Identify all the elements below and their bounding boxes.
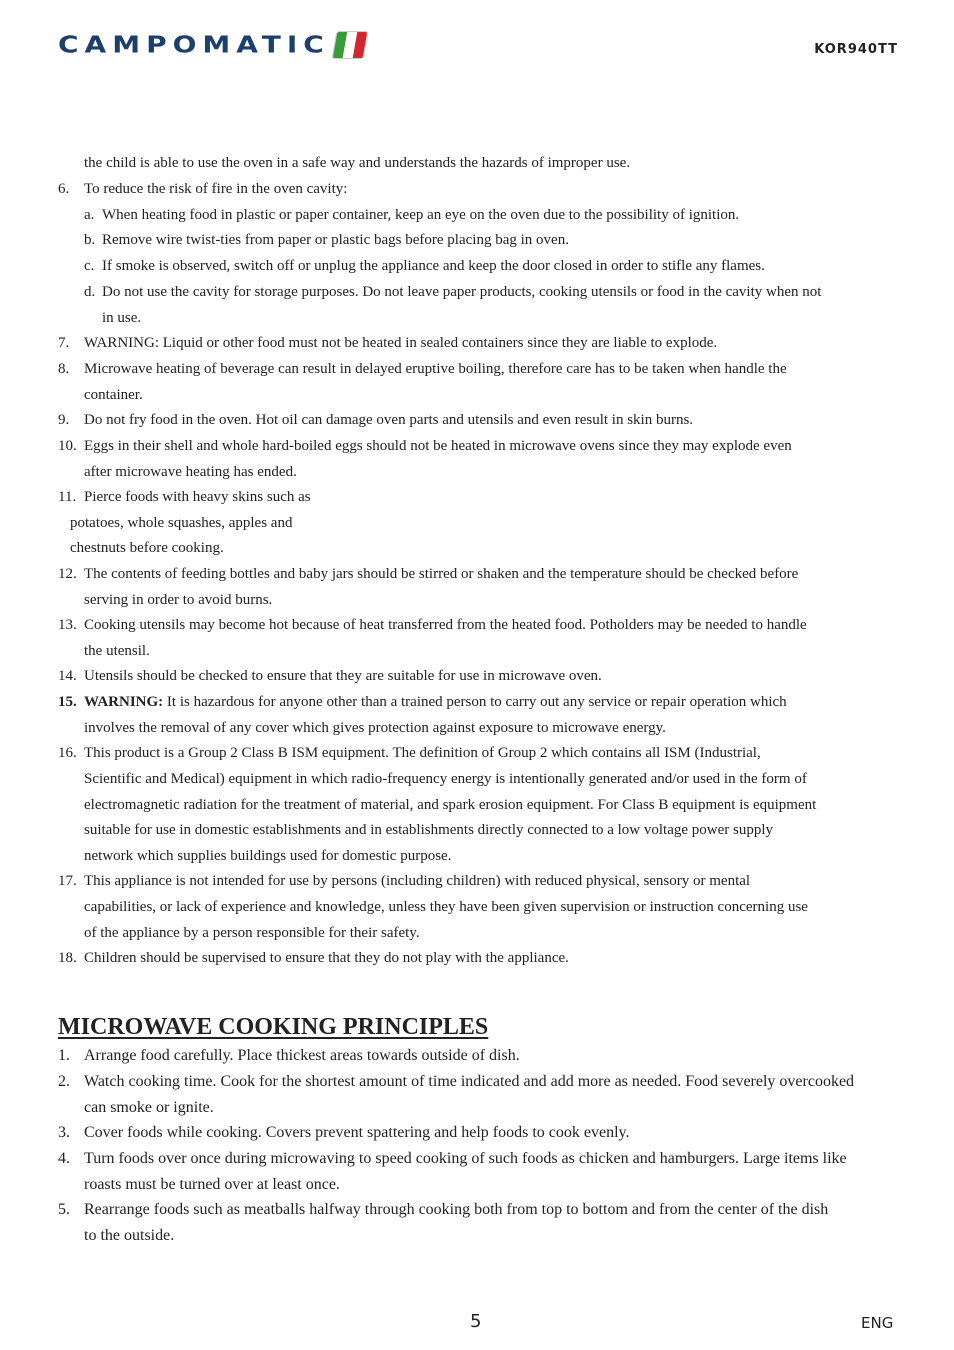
list-item-text: To reduce the risk of fire in the oven cavity: bbox=[84, 181, 348, 197]
brand-name: CAMPOMATIC bbox=[58, 31, 330, 59]
page-header bbox=[58, 28, 898, 64]
section-heading: MICROWAVE COOKING PRINCIPLES bbox=[58, 1014, 489, 1040]
list-item-text: Watch cooking time. Cook for the shortest amount of time indicated and add more as needed. Food severely overcooked bbox=[84, 1073, 855, 1090]
list-item-text: The contents of feeding bottles and baby jars should be stirred or shaken and the temperature should be checked before bbox=[84, 566, 799, 582]
language-code: ENG bbox=[861, 1314, 894, 1332]
list-item-number: 11. bbox=[58, 489, 77, 505]
list-item-text: Remove wire twist-ties from paper or plastic bags before placing bag in oven. bbox=[102, 232, 569, 248]
list-item-number: a. bbox=[84, 207, 95, 223]
list-item-text: Arrange food carefully. Place thickest areas towards outside of dish. bbox=[84, 1047, 520, 1064]
list-item-text: of the appliance by a person responsible for their safety. bbox=[84, 924, 420, 941]
list-item-number: 4. bbox=[58, 1150, 70, 1167]
list-item-text: after microwave heating has ended. bbox=[84, 463, 297, 480]
list-item-text: the utensil. bbox=[84, 642, 150, 659]
list-item-number: 18. bbox=[58, 950, 77, 966]
list-item-number: 13. bbox=[58, 617, 77, 633]
list-item-text: Children should be supervised to ensure that they do not play with the appliance. bbox=[84, 950, 569, 966]
continuation-text: the child is able to use the oven in a safe way and understands the hazards of improper use. bbox=[84, 155, 631, 171]
list-item-text: Utensils should be checked to ensure that they are suitable for use in microwave oven. bbox=[84, 668, 602, 684]
list-item-text bbox=[84, 693, 787, 711]
list-item-text: roasts must be turned over at least once. bbox=[84, 1175, 340, 1193]
list-item-number: 8. bbox=[58, 361, 70, 377]
list-item-number: 12. bbox=[58, 566, 77, 582]
list-item-text: Microwave heating of beverage can result in delayed eruptive boiling, therefore care has to be taken when handle the bbox=[84, 361, 787, 377]
list-item-number: c. bbox=[84, 258, 95, 274]
list-item-number: 3. bbox=[58, 1124, 70, 1141]
list-item-text: Cover foods while cooking. Covers prevent spattering and help foods to cook evenly. bbox=[84, 1124, 630, 1141]
list-item-text: When heating food in plastic or paper container, keep an eye on the oven due to the possibility of ignition. bbox=[102, 207, 740, 223]
list-item-text: to the outside. bbox=[84, 1226, 175, 1244]
list-item-text: Rearrange foods such as meatballs halfway through cooking both from top to bottom and from the center of the dish bbox=[84, 1201, 829, 1218]
warning-label: WARNING: bbox=[84, 694, 164, 710]
list-item-text: Do not fry food in the oven. Hot oil can damage oven parts and utensils and even result in skin burns. bbox=[84, 412, 694, 428]
list-item-text: involves the removal of any cover which gives protection against exposure to microwave energy. bbox=[84, 719, 666, 736]
list-item-number: 14. bbox=[58, 668, 77, 684]
list-item-text: Pierce foods with heavy skins such as bbox=[84, 489, 311, 505]
list-item-number: b. bbox=[84, 232, 96, 248]
list-item-text: Scientific and Medical) equipment in which radio-frequency energy is intentionally generated and/or used in the form of bbox=[84, 770, 807, 787]
list-item-number: 17. bbox=[58, 873, 77, 889]
list-item-text: This appliance is not intended for use by persons (including children) with reduced physical, sensory or mental bbox=[84, 873, 751, 889]
list-item-number: 1. bbox=[58, 1047, 70, 1064]
list-item-text: container. bbox=[84, 386, 143, 403]
list-item-text: electromagnetic radiation for the treatment of material, and spark erosion equipment. For Class B equipment is equipment bbox=[84, 796, 817, 813]
model-number: KOR940TT bbox=[814, 42, 898, 57]
page-number: 5 bbox=[470, 1311, 482, 1332]
list-item-text: suitable for use in domestic establishments and in establishments directly connected to a low voltage power supply bbox=[84, 822, 774, 839]
brand-logo bbox=[58, 30, 366, 60]
list-item-text: Do not use the cavity for storage purposes. Do not leave paper products, cooking utensils or food in the cavity when not bbox=[102, 284, 822, 300]
list-item-text: WARNING: Liquid or other food must not be heated in sealed containers since they are liable to explode. bbox=[84, 335, 718, 351]
list-item-text-rest: It is hazardous for anyone other than a trained person to carry out any service or repair operation which bbox=[163, 694, 787, 710]
list-item-text: in use. bbox=[102, 309, 142, 326]
list-item-text: can smoke or ignite. bbox=[84, 1098, 214, 1116]
list-item-text: network which supplies buildings used for domestic purpose. bbox=[84, 848, 452, 864]
list-item-text: chestnuts before cooking. bbox=[70, 540, 224, 557]
list-item-text: Eggs in their shell and whole hard-boiled eggs should not be heated in microwave ovens since they may explode even bbox=[84, 438, 792, 454]
list-item-number: 9. bbox=[58, 412, 70, 428]
list-item-text: Cooking utensils may become hot because of heat transferred from the heated food. Potholders may be needed to handle bbox=[84, 617, 807, 633]
list-item-number: 16. bbox=[58, 745, 77, 761]
list-item-text: potatoes, whole squashes, apples and bbox=[70, 514, 293, 531]
italian-flag-icon bbox=[331, 31, 368, 59]
list-item-number: 5. bbox=[58, 1201, 70, 1218]
list-item-text: Turn foods over once during microwaving to speed cooking of such foods as chicken and hamburgers. Large items like bbox=[84, 1150, 847, 1167]
list-item-number: 15. bbox=[58, 694, 77, 710]
list-item-number: 6. bbox=[58, 181, 70, 197]
list-item-number: 2. bbox=[58, 1073, 70, 1090]
list-item-text: capabilities, or lack of experience and knowledge, unless they have been given supervision or instruction concerning use bbox=[84, 898, 808, 915]
list-item-text: If smoke is observed, switch off or unplug the appliance and keep the door closed in order to stifle any flames. bbox=[102, 258, 765, 274]
list-item-text: This product is a Group 2 Class B ISM equipment. The definition of Group 2 which contains all ISM (Industrial, bbox=[84, 745, 761, 761]
list-item-text: serving in order to avoid burns. bbox=[84, 591, 273, 608]
list-item-number: 10. bbox=[58, 438, 77, 454]
list-item-number: d. bbox=[84, 284, 96, 300]
list-item-number: 7. bbox=[58, 335, 70, 351]
